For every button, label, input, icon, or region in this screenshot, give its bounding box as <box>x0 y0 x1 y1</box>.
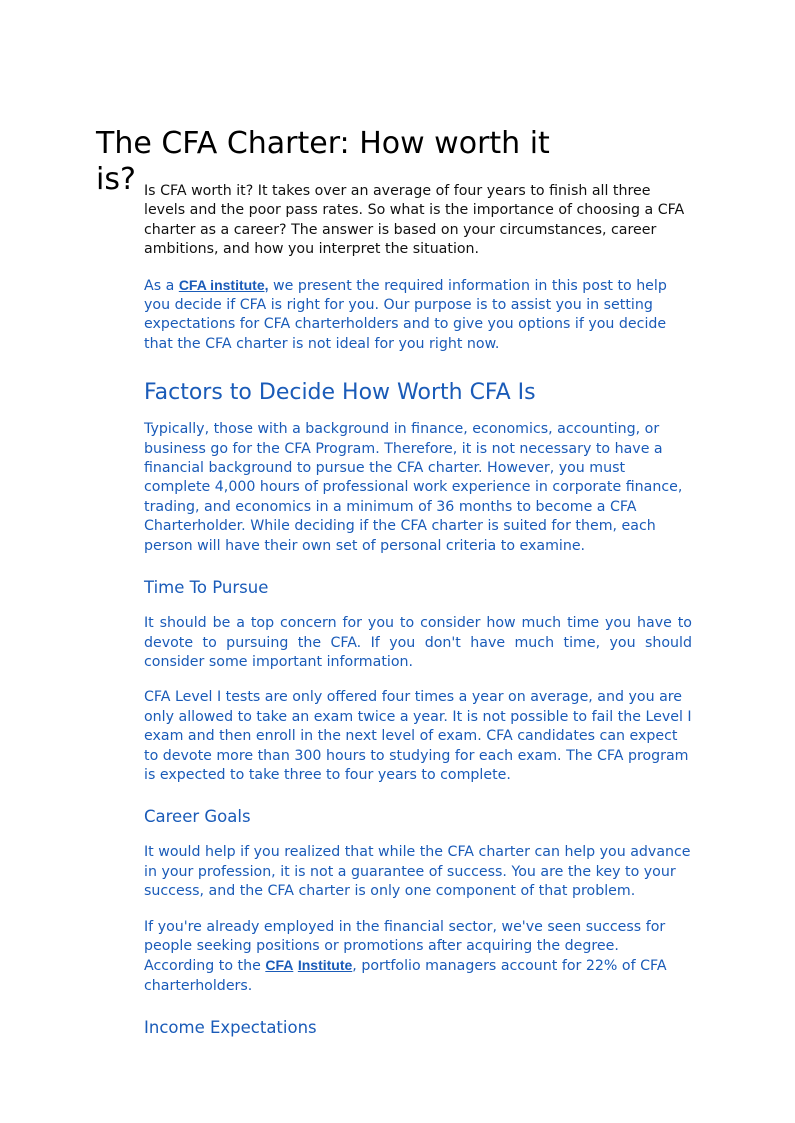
factors-paragraph: Typically, those with a background in finance, economics, accounting, or business go for the CFA Program. Therefore, it is not necessary to have a financial background to pursue the CFA charter. However, you must complete 4,000 hours of professional work experience in corporate finance, trading, and economics in a minimum of 36 months to become a CFA Charterholder. While deciding if the CFA charter is suited for them, each person will have their own set of personal criteria to examine. <box>144 421 683 554</box>
page-title: The CFA Charter: How worth it is? <box>96 126 550 197</box>
income-heading: Income Expectations <box>144 1018 317 1038</box>
institute-link[interactable]: Institute <box>297 957 353 974</box>
about-text-after: we present the required information in this post to help you decide if CFA is right for you. Our purpose is to assist you in setting expectations for CFA charterholders and to give you options if you decide that the CFA charter is not ideal for you right now. <box>144 277 667 352</box>
career-paragraph-2 <box>144 918 692 997</box>
intro-paragraph: Is CFA worth it? It takes over an average of four years to finish all three levels and the poor pass rates. So what is the importance of choosing a CFA charter as a career? The answer is based on your circumstances, career ambitions, and how you interpret the situation. <box>144 183 685 258</box>
career-heading: Career Goals <box>144 807 251 827</box>
career-text-after: , portfolio managers account for 22% of CFA charterholders. <box>144 958 667 994</box>
factors-heading: Factors to Decide How Worth CFA Is <box>144 380 536 406</box>
article-body <box>144 182 692 1038</box>
career-text-before: If you're already employed in the financial sector, we've seen success for people seeking positions or promotions after acquiring the degree. According to the <box>144 918 666 975</box>
about-paragraph <box>144 276 692 355</box>
cfa-link[interactable]: CFA <box>265 957 294 974</box>
career-paragraph-1: It would help if you realized that while the CFA charter can help you advance in your profession, it is not a guarantee of success. You are the key to your success, and the CFA charter is only one component of that problem. <box>144 844 691 900</box>
time-heading: Time To Pursue <box>144 578 269 598</box>
time-paragraph-2: CFA Level I tests are only offered four times a year on average, and you are only allowed to take an exam twice a year. It is not possible to fail the Level I exam and then enroll in the next level of exam. CFA candidates can expect to devote more than 300 hours to studying for each exam. The CFA program is expected to take three to four years to complete. <box>144 689 692 783</box>
about-text-before: As a <box>144 277 179 294</box>
time-paragraph-1: It should be a top concern for you to consider how much time you have to devote to pursuing the CFA. If you don't have much time, you should consider some important information. <box>144 615 692 670</box>
cfa-institute-link[interactable]: CFA institute, <box>178 276 269 293</box>
